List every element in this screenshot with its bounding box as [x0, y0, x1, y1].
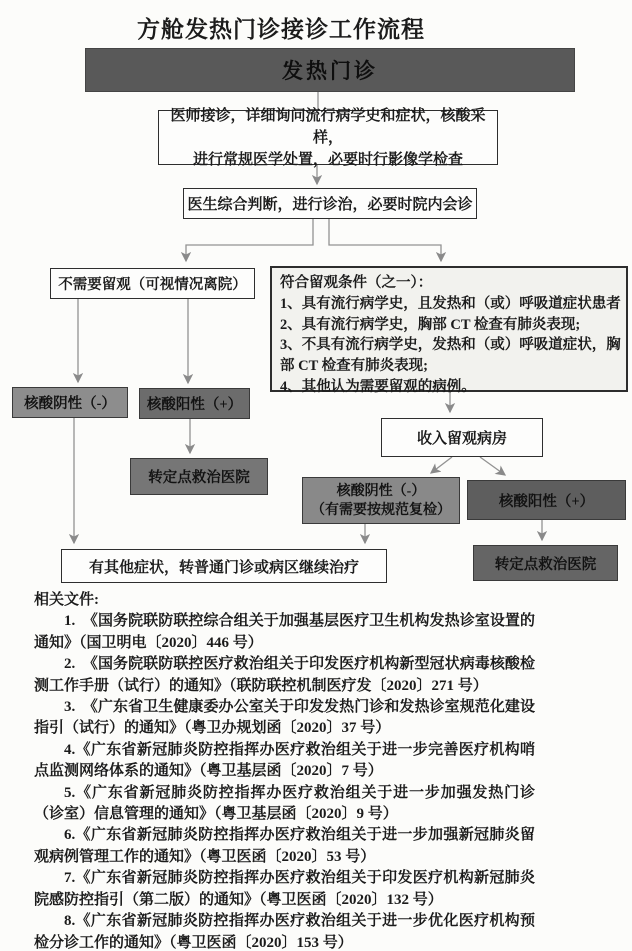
- flow-node-other-symptoms-continue-treatment: 有其他症状，转普通门诊或病区继续治疗: [61, 549, 387, 583]
- flow-node-pcr-negative-recheck-line2: （有需要按规范复检）: [311, 502, 451, 518]
- flow-node-physician-triage-line2: 进行常规医学处置，必要时行影像学检查: [192, 151, 463, 168]
- reference-item-7: 7.《广东省新冠肺炎防控指挥办医疗救治组关于印发医疗机构新冠肺炎院感防控指引（第二版）的通知》（粤卫医函〔2020〕132 号）: [34, 870, 535, 908]
- references-heading: 相关文件:: [34, 592, 99, 608]
- flow-node-physician-triage-line1: 医师接诊，详细询问流行病学史和症状，核酸采样，: [170, 107, 486, 146]
- reference-item-8: 8.《广东省新冠肺炎防控指挥办医疗救治组关于进一步优化医疗机构预检分诊工作的通知》（粤卫医函〔2020〕153 号）: [34, 913, 535, 951]
- criteria-title: 符合留观条件（之一）：: [280, 275, 433, 291]
- flow-node-transfer-designated-hospital-right: 转定点救治医院: [473, 545, 618, 581]
- reference-item-5: 5.《广东省新冠肺炎防控指挥办医疗救治组关于进一步加强发热门诊（诊室）信息管理的通知》（粤卫基层函〔2020〕9 号）: [34, 784, 535, 823]
- flow-node-pcr-positive-left: 核酸阳性（+）: [139, 388, 250, 419]
- reference-item-6: 6.《广东省新冠肺炎防控指挥办医疗救治组关于进一步加强新冠肺炎留观病例管理工作的通知》（粤卫医函〔2020〕53 号）: [34, 827, 535, 865]
- flow-node-pcr-negative-left: 核酸阴性（-）: [12, 387, 128, 418]
- criteria-item-3-cont: 部 CT 检查有肺炎表现;: [280, 358, 428, 375]
- flow-node-pcr-negative-recheck-line1: 核酸阴性（-）: [336, 483, 426, 499]
- flow-node-observation-criteria: [270, 266, 628, 395]
- flow-node-pcr-positive-right: 核酸阳性（+）: [467, 480, 626, 520]
- criteria-item-3: 3、不具有流行病学史，发热和（或）呼吸道症状，胸: [280, 337, 621, 354]
- page-title: 方舱发热门诊接诊工作流程: [137, 17, 425, 42]
- flow-node-admit-observation-ward: 收入留观病房: [381, 418, 543, 457]
- criteria-item-1: 1、具有流行病学史，且发热和（或）呼吸道症状患者: [280, 295, 621, 312]
- reference-item-4: 4.《广东省新冠肺炎防控指挥办医疗救治组关于进一步完善医疗机构哨点监测网络体系的通知》（粤卫基层函〔2020〕7 号）: [34, 741, 535, 780]
- reference-item-1: 1. 《国务院联防联控综合组关于加强基层医疗卫生机构发热诊室设置的通知》（国卫明电〔2020〕446 号）: [34, 613, 535, 651]
- reference-item-2: 2. 《国务院联防联控医疗救治组关于印发医疗机构新型冠状病毒核酸检测工作手册（试行）的通知》（联防联控机制医疗发〔2020〕271 号）: [34, 656, 535, 694]
- flow-node-transfer-designated-hospital-middle: 转定点救治医院: [130, 458, 268, 495]
- flow-node-fever-clinic-header: 发热门诊: [85, 48, 575, 92]
- flow-node-pcr-negative-recheck: [302, 477, 460, 524]
- references-section: [34, 590, 535, 951]
- reference-item-3: 3. 《广东省卫生健康委办公室关于印发发热门诊和发热诊室规范化建设指引（试行）的通知》（粤卫办规划函〔2020〕37 号）: [34, 699, 535, 737]
- flow-node-physician-triage: [158, 107, 498, 168]
- flow-node-doctor-judgement: 医生综合判断，进行诊治，必要时院内会诊: [183, 188, 477, 219]
- criteria-item-2: 2、具有流行病学史，胸部 CT 检查有肺炎表现;: [280, 316, 581, 333]
- criteria-item-4: 4、其他认为需要留观的病例。: [280, 378, 476, 395]
- flow-node-no-observation: 不需要留观（可视情况离院）: [50, 268, 255, 299]
